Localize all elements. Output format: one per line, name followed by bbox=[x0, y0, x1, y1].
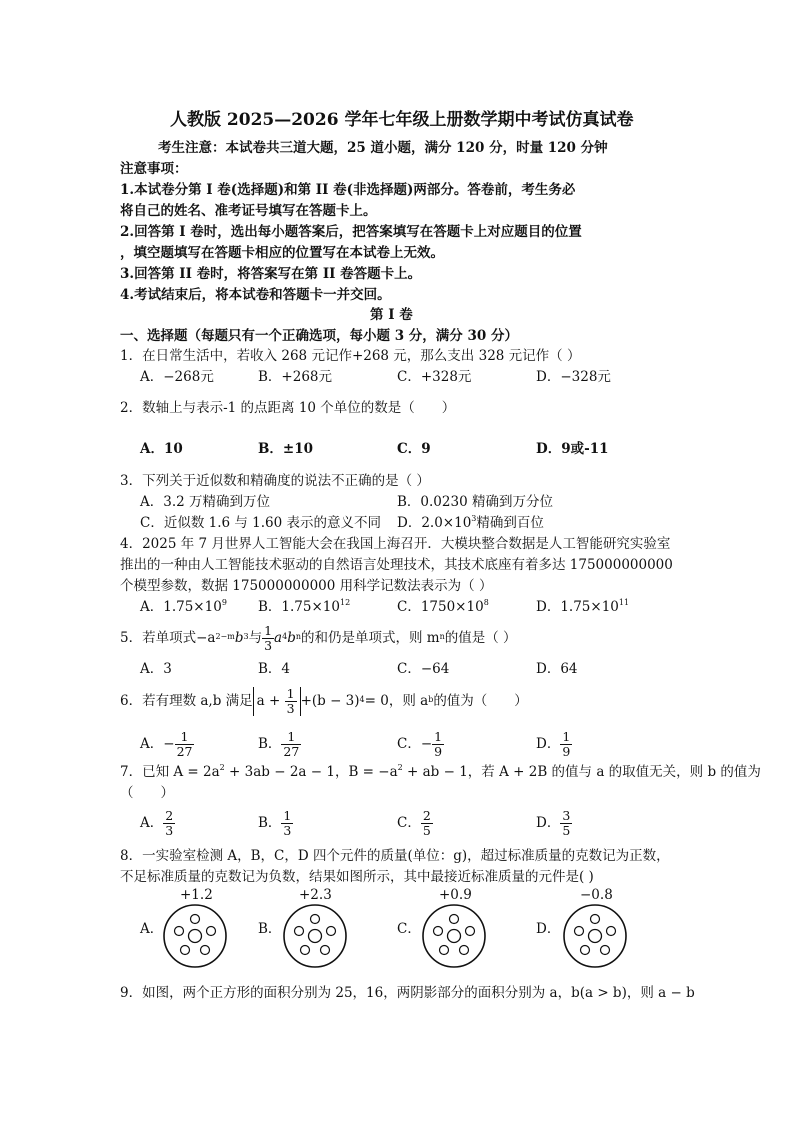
q8-option-c: C． bbox=[397, 921, 421, 937]
q3-option-b: B．0.0230 精确到万分位 bbox=[397, 494, 553, 510]
q2-option-a: A．10 bbox=[140, 441, 183, 457]
q2-stem: 2．数轴上与表示-1 的点距离 10 个单位的数是（ ） bbox=[120, 400, 456, 416]
q8-option-b: B． bbox=[258, 921, 282, 937]
attention-line-1: 1.本试卷分第 I 卷(选择题)和第 II 卷(非选择题)两部分。答卷前，考生务必 bbox=[120, 182, 576, 198]
q5-option-a: A．3 bbox=[140, 661, 172, 677]
q3-option-d: D．$2.0\times 10^3$精确到百位 bbox=[397, 513, 544, 531]
q1-option-d: D．−328元 bbox=[536, 369, 611, 385]
exam-title: 人教版 2025—2026 学年七年级上册数学期中考试仿真试卷 bbox=[170, 110, 634, 130]
q5-option-b: B．4 bbox=[258, 661, 291, 677]
component-b-disc-icon bbox=[282, 903, 348, 969]
q6-stem: 6．若有理数 a,b 满足 a + $\frac{1}{3}$ +(b − 3) $^4$ = 0，则 a $^b$ 的值为（ ） bbox=[120, 685, 528, 716]
q7-option-a: A． $\frac{2}{3}$ bbox=[140, 807, 174, 838]
q4-option-d: D．$1.75\times 10^{11}$ bbox=[536, 597, 630, 615]
component-d-disc-icon bbox=[562, 903, 628, 969]
q7-option-d: D． $\frac{3}{5}$ bbox=[536, 807, 571, 838]
q8-stem-line-1: 8．一实验室检测 A，B，C，D 四个元件的质量(单位：g)，超过标准质量的克数记为正数， bbox=[120, 848, 670, 864]
q6-absolute-value: a + $\frac{1}{3}$ bbox=[253, 687, 301, 716]
component-a-disc-icon bbox=[162, 903, 228, 969]
q9-stem: 9．如图，两个正方形的面积分别为 25，16，两阴影部分的面积分别为 a，b(a > b)，则 a − b bbox=[120, 985, 695, 1001]
q7-answer-paren: （ ） bbox=[120, 785, 174, 801]
attention-line-6: 4.考试结束后，将本试卷和答题卡一并交回。 bbox=[120, 287, 391, 303]
attention-line-3: 2.回答第 I 卷时，选出每小题答案后，把答案填写在答题卡上对应题目的位置 bbox=[120, 224, 582, 240]
q1-option-a: A．−268元 bbox=[140, 369, 214, 385]
q5-option-d: D．64 bbox=[536, 661, 578, 677]
q4-stem-line-1: 4．2025 年 7 月世界人工智能大会在我国上海召开．大模块整合数据是人工智能研究实验室 bbox=[120, 536, 671, 552]
q6-option-a: A． − $\frac{1}{27}$ bbox=[140, 728, 193, 759]
attention-line-4: ，填空题填写在答题卡相应的位置写在本试卷上无效。 bbox=[120, 245, 444, 261]
q5-stem: 5．若单项式−a $^{2-m}$ b $^3$ 与 $\frac{1}{3}$ a $^4$ b $^n$ 的和仍是单项式，则 m $^n$ 的值是（ ） bbox=[120, 622, 517, 653]
q4-option-b: B．$1.75\times 10^{12}$ bbox=[258, 597, 351, 615]
q2-option-c: C．9 bbox=[397, 441, 431, 457]
q1-option-b: B．+268元 bbox=[258, 369, 332, 385]
q8-option-d: D． bbox=[536, 921, 561, 937]
q8-value-c: +0.9 bbox=[439, 887, 472, 903]
q8-value-d: −0.8 bbox=[580, 887, 613, 903]
q4-option-c: C．$1750\times 10^8$ bbox=[397, 597, 489, 615]
q8-value-b: +2.3 bbox=[299, 887, 332, 903]
q3-option-c: C．近似数 1.6 与 1.60 表示的意义不同 bbox=[140, 515, 382, 531]
q5-option-c: C．−64 bbox=[397, 661, 450, 677]
attention-line-5: 3.回答第 II 卷时，将答案写在第 II 卷答题卡上。 bbox=[120, 266, 422, 282]
exam-notice: 考生注意：本试卷共三道大题，25 道小题，满分 120 分，时量 120 分钟 bbox=[158, 140, 608, 156]
q6-option-c: C． − $\frac{1}{9}$ bbox=[397, 728, 443, 759]
q8-option-a: A． bbox=[140, 921, 164, 937]
q3-stem: 3．下列关于近似数和精确度的说法不正确的是（ ） bbox=[120, 473, 430, 489]
q4-option-a: A．$1.75\times 10^9$ bbox=[140, 597, 227, 615]
q7-option-c: C． $\frac{2}{5}$ bbox=[397, 807, 431, 838]
component-c-disc-icon bbox=[421, 903, 487, 969]
q6-option-b: B． $\frac{1}{27}$ bbox=[258, 728, 300, 759]
q1-stem: 1．在日常生活中，若收入 268 元记作+268 元，那么支出 328 元记作（ ） bbox=[120, 348, 581, 364]
q7-stem: 7．已知 $A = 2a^2 + 3ab - 2a - 1$，$B = -a^2$ + ab − 1，若 A + 2B 的值与 a 的取值无关，则 b 的值为 bbox=[120, 762, 761, 780]
q4-stem-line-2: 推出的一种由人工智能技术驱动的自然语言处理技术，其技术底座有着多达 175000000000 bbox=[120, 557, 673, 573]
attention-line-2: 将自己的姓名、准考证号填写在答题卡上。 bbox=[120, 203, 377, 219]
q3-option-a: A．3.2 万精确到万位 bbox=[140, 494, 271, 510]
q2-option-b: B．±10 bbox=[258, 441, 314, 457]
q8-stem-line-2: 不足标准质量的克数记为负数，结果如图所示，其中最接近标准质量的元件是( ) bbox=[120, 869, 594, 885]
q6-option-d: D． $\frac{1}{9}$ bbox=[536, 728, 571, 759]
q7-option-b: B． $\frac{1}{3}$ bbox=[258, 807, 292, 838]
q2-option-d: D．9或-11 bbox=[536, 441, 609, 457]
section1-heading: 一、选择题（每题只有一个正确选项，每小题 3 分，满分 30 分） bbox=[120, 328, 518, 344]
q5-fraction: $\frac{1}{3}$ bbox=[264, 622, 273, 653]
q4-stem-line-3: 个模型参数，数据 175000000000 用科学记数法表示为（ ） bbox=[120, 578, 493, 594]
attention-heading: 注意事项： bbox=[120, 161, 188, 177]
q1-option-c: C．+328元 bbox=[397, 369, 472, 385]
q8-value-a: +1.2 bbox=[180, 887, 213, 903]
volume-heading: 第 I 卷 bbox=[370, 307, 413, 323]
